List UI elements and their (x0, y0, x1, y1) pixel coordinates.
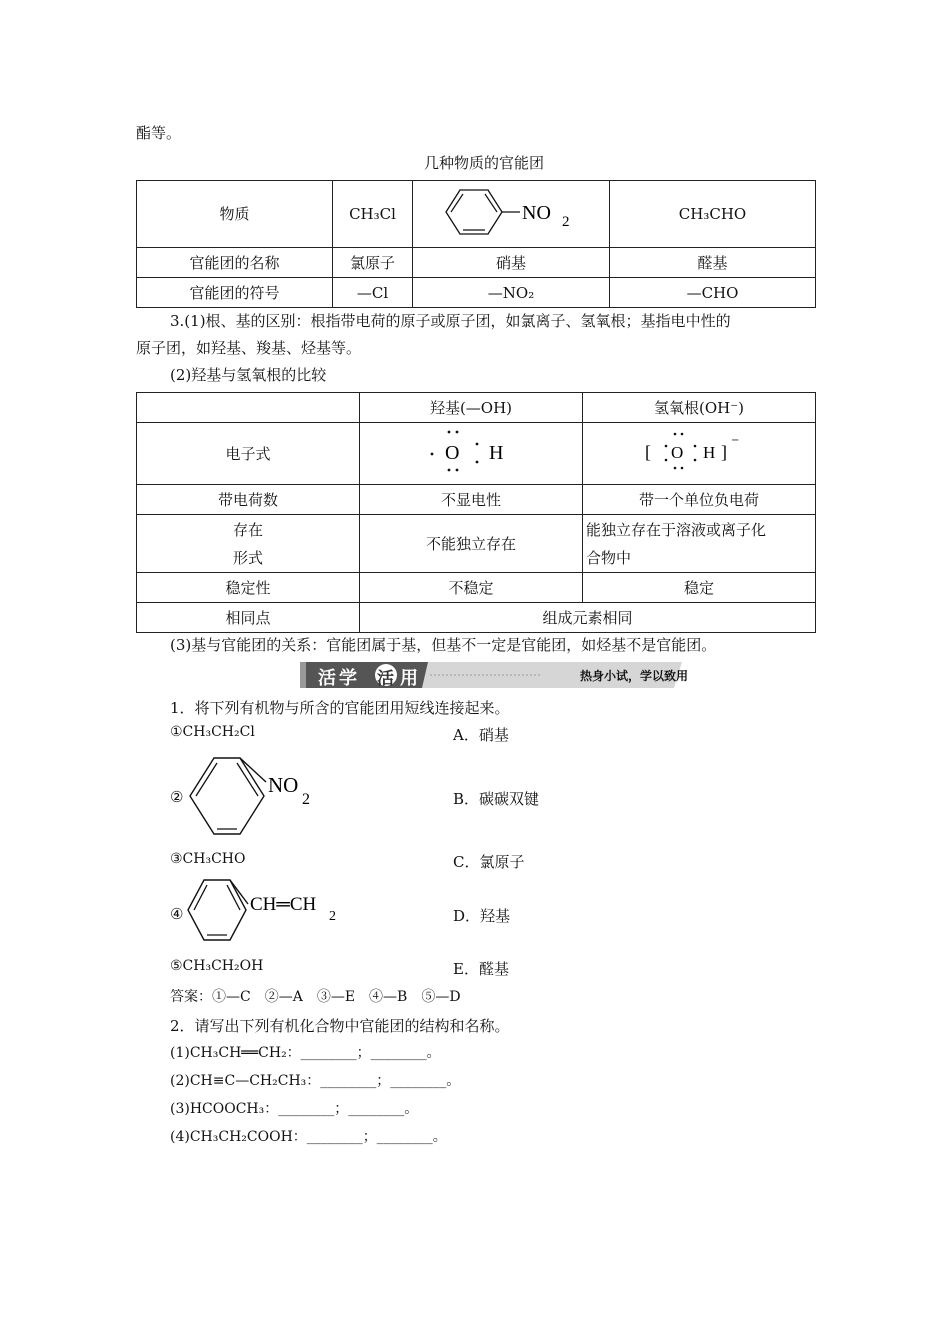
q1-right-e: E．醛基 (453, 960, 509, 978)
hydroxide-O: O (671, 443, 684, 462)
q1-vinyl-label: CH═CH (250, 894, 317, 915)
table1-caption: 几种物质的官能团 (424, 154, 545, 172)
hydroxyl-lewis (421, 426, 521, 476)
q1-nitro-subscript: 2 (302, 791, 310, 808)
table2-header-empty (137, 393, 360, 423)
q1-stem: 1．将下列有机物与所含的官能团用短线连接起来。 (170, 699, 510, 717)
table2-exist-label (137, 515, 360, 573)
q1-left-3: ③CH₃CHO (170, 851, 246, 867)
hydroxide-electron-formula (583, 423, 816, 485)
banner-slogan: 热身小试，学以致用 (580, 669, 689, 683)
table1-substance-1: CH₃Cl (333, 181, 413, 248)
q1-styrene-structure (186, 876, 346, 946)
q1-right-c: C．氯原子 (453, 853, 525, 871)
table2-cell: 不稳定 (360, 573, 583, 603)
table2-cell: 带一个单位负电荷 (583, 485, 816, 515)
section-banner (300, 662, 689, 689)
hydroxyl-comparison-table (136, 392, 816, 633)
q1-answer: 答案：①—C ②—A ③—E ④—B ⑤—D (170, 989, 461, 1005)
hydroxyl-O: O (445, 442, 460, 464)
q1-left-5: ⑤CH₃CH₂OH (170, 958, 264, 974)
table2-cell: 不能独立存在 (360, 515, 583, 573)
table1-header-label: 物质 (137, 181, 333, 248)
nitrobenzene-structure (436, 184, 586, 240)
table2-exist-label-line1: 存在 (232, 520, 263, 539)
table1-cell: 氯原子 (333, 248, 413, 278)
nitro-subscript: 2 (562, 213, 570, 230)
q1-left-1: ①CH₃CH₂Cl (170, 724, 255, 740)
table1-row-label: 官能团的符号 (137, 278, 333, 308)
table2-exist-line1: 能独立存在于溶液或离子化 (586, 520, 767, 539)
q1-right-a: A．硝基 (453, 726, 509, 744)
hydroxyl-H: H (489, 442, 504, 464)
functional-group-table (136, 180, 816, 308)
hydroxide-charge: ⁻ (731, 435, 740, 452)
table1-cell: 醛基 (610, 248, 816, 278)
q2-stem: 2．请写出下列有机化合物中官能团的结构和名称。 (170, 1017, 510, 1035)
hydroxide-open-bracket: [ (645, 442, 651, 462)
banner-title-a: 活学 (318, 668, 360, 689)
table1-substance-3: CH₃CHO (610, 181, 816, 248)
table2-same-label: 相同点 (137, 603, 360, 633)
table2-electron-label: 电子式 (137, 423, 360, 485)
q1-nitro-label: NO (268, 773, 299, 797)
q2-item-3: (3)HCOOCH₃：________；________。 (170, 1101, 419, 1117)
table2-exist-label-line2: 形式 (232, 548, 263, 567)
para3-line1: 3.(1)根、基的区别：根指带电荷的原子或原子团，如氯离子、氢氧根；基指电中性的 (170, 312, 731, 330)
table2-charge-label: 带电荷数 (137, 485, 360, 515)
q1-left-2: ② (170, 788, 184, 806)
banner-title-b: 活 (377, 669, 394, 689)
hydroxide-close-bracket: ] (721, 442, 727, 462)
intro-tail: 酯等。 (136, 124, 182, 142)
table1-substance-nitrobenzene (413, 181, 610, 248)
hydroxide-H: H (703, 443, 716, 462)
table2-cell: 稳定 (583, 573, 816, 603)
hydroxyl-electron-formula (360, 423, 583, 485)
q1-right-b: B．碳碳双键 (453, 790, 540, 808)
table2-same-cell: 组成元素相同 (360, 603, 816, 633)
q2-item-4: (4)CH₃CH₂COOH：________；________。 (170, 1129, 447, 1145)
hydroxide-lewis (639, 426, 759, 476)
table1-cell: —Cl (333, 278, 413, 308)
q1-vinyl-subscript: 2 (329, 909, 336, 924)
nitro-label: NO (522, 201, 551, 224)
q1-nitrobenzene-structure (186, 752, 336, 840)
para3-line2: 原子团，如羟基、羧基、烃基等。 (136, 339, 362, 357)
table2-header-hydroxide: 氢氧根(OH⁻) (583, 393, 816, 423)
table2-exist-line2: 合物中 (586, 548, 632, 567)
banner-title-c: 用 (400, 668, 418, 689)
table2-exist-hydroxide (583, 515, 816, 573)
table1-row-label: 官能团的名称 (137, 248, 333, 278)
q2-item-2: (2)CH≡C—CH₂CH₃：________；________。 (170, 1073, 461, 1089)
q1-right-d: D．羟基 (453, 907, 511, 925)
table1-cell: —NO₂ (413, 278, 610, 308)
table2-header-hydroxyl: 羟基(—OH) (360, 393, 583, 423)
q2-item-1: (1)CH₃CH══CH₂：________；________。 (170, 1045, 441, 1061)
table2-cell: 不显电性 (360, 485, 583, 515)
table1-cell: 硝基 (413, 248, 610, 278)
para3-2: (2)羟基与氢氧根的比较 (170, 366, 327, 384)
para3-3: (3)基与官能团的关系：官能团属于基，但基不一定是官能团，如烃基不是官能团。 (170, 636, 717, 654)
q1-left-4: ④ (170, 905, 184, 923)
table2-stable-label: 稳定性 (137, 573, 360, 603)
table1-cell: —CHO (610, 278, 816, 308)
